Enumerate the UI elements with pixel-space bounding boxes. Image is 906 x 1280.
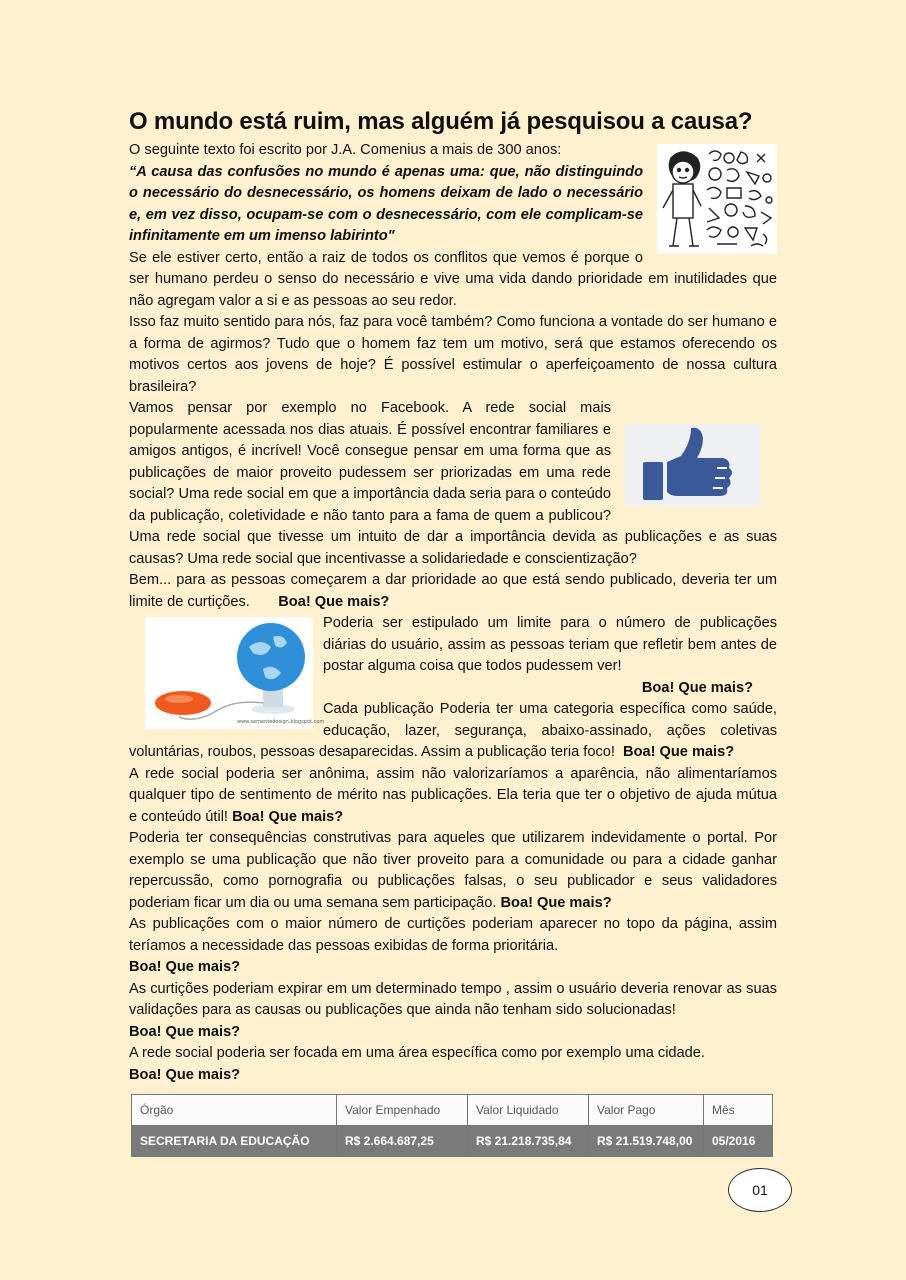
boa-que-mais-3: Boa! Que mais? [623, 744, 735, 760]
cell-valor-empenhado: R$ 2.664.687,25 [337, 1126, 468, 1157]
paragraph-4 [129, 570, 777, 613]
paragraph-8-text: Poderia ter consequências construtivas para aqueles que utilizarem indevidamente o portal. Por exemplo se uma publicação que não tiver proveito para a comunidade ou para a cidade ganhar repercussão, como pornografia ou publicações falsas, o seu publicador e seus validadores poderiam ficar um dia ou uma semana sem participação. [129, 830, 777, 911]
paragraph-5: Poderia ser estipulado um limite para o número de publicações diárias do usuário, assim as pessoas teriam que refletir bem antes de postar alguma coisa que todos pudessem ver! [323, 615, 777, 674]
globe-caption: www.sementedesign.blogspot.com [237, 719, 325, 725]
table-row [132, 1126, 773, 1157]
confused-person-illustration [657, 144, 777, 254]
header-mes: Mês [704, 1095, 773, 1126]
document-page [129, 108, 777, 1157]
boa-que-mais-4: Boa! Que mais? [232, 808, 344, 825]
page-title: O mundo está ruim, mas alguém já pesquisou a causa? [129, 108, 753, 135]
page-number: 01 [728, 1168, 792, 1212]
paragraph-7-text: A rede social poderia ser anônima, assim não valorizaríamos a aparência, não alimentaríamos qualquer tipo de sentimento de mérito nas publicações. Ela teria que ter o objetivo de ajuda mútua e conteúdo útil! [129, 765, 777, 825]
globe-mouse-illustration [145, 617, 325, 729]
paragraph-2: Isso faz muito sentido para nós, faz para você também? Como funciona a vontade do ser humano e a forma de agirmos? Tudo que o homem faz tem um motivo, será que estamos oferecendo os motivos certos aos jovens de hoje? É possível estimular o aperfeiçoamento de nossa cultura brasileira? [129, 314, 777, 395]
boa-que-mais-7: Boa! Que mais? [129, 1023, 241, 1040]
paragraph-11: A rede social poderia ser focada em uma área específica como por exemplo uma cidade. [129, 1045, 705, 1061]
paragraph-4-text: Bem... para as pessoas começarem a dar prioridade ao que está sendo publicado, deveria ter um limite de curtições. [129, 572, 777, 610]
header-valor-liquidado: Valor Liquidado [468, 1095, 589, 1126]
cell-mes: 05/2016 [704, 1126, 773, 1157]
boa-que-mais-5: Boa! Que mais? [500, 894, 612, 911]
paragraph-7 [129, 764, 777, 829]
boa-que-mais-6-line [129, 957, 777, 979]
header-valor-empenhado: Valor Empenhado [337, 1095, 468, 1126]
paragraph-10: As curtições poderiam expirar em um determinado tempo , assim o usuário deveria renovar as suas validações para as causas ou publicações que ainda não tenham sido solucionadas! [129, 980, 777, 1018]
paragraph-9: As publicações com o maior número de curtições poderiam aparecer no topo da página, assim teríamos a necessidade das pessoas exibidas de forma prioritária. [129, 916, 777, 954]
cell-orgao: SECRETARIA DA EDUCAÇÃO [132, 1126, 337, 1157]
table-header-row [132, 1095, 773, 1126]
boa-que-mais-8: Boa! Que mais? [129, 1066, 241, 1083]
boa-que-mais-7-line [129, 1022, 777, 1044]
comenius-quote: “A causa das confusões no mundo é apenas uma: que, não distinguindo o necessário do desnecessário, os homens deixam de lado o necessário e, em vez disso, ocupam-se com o desnecessário, com ele complicam-se infinitamente em um imenso labirinto" [129, 163, 643, 244]
paragraph-6-text: Cada publicação Poderia ter uma categoria específica como saúde, educação, lazer, segurança, abaixo-assinado, ações coletivas voluntárias, roubos, pessoas desaparecidas. Assim a publicação teria foco! [129, 701, 777, 760]
boa-que-mais-1: Boa! Que mais? [278, 593, 390, 610]
cell-valor-pago: R$ 21.519.748,00 [589, 1126, 704, 1157]
header-orgao: Órgão [132, 1095, 337, 1126]
boa-que-mais-2: Boa! Que mais? [641, 679, 753, 696]
paragraph-3: Vamos pensar por exemplo no Facebook. A rede social mais popularmente acessada nos dias atuais. É possível encontrar familiares e amigos antigos, é incrível! Você consegue pensar em uma forma que as publicações de maior proveito pudessem ser priorizadas em uma rede social? Uma rede social em que a importância dada seria para o conteúdo da publicação, coletividade e não tanto para a fama de quem a publicou? Uma rede social que tivesse um intuito de dar a importância devida as publicações e as suas causas? Uma rede social que incentivasse a solidariedade e conscientização? [129, 400, 777, 567]
boa-que-mais-6: Boa! Que mais? [129, 959, 241, 975]
spending-table [131, 1094, 773, 1157]
paragraph-8 [129, 828, 777, 914]
header-valor-pago: Valor Pago [589, 1095, 704, 1126]
intro-text: O seguinte texto foi escrito por J.A. Comenius a mais de 300 anos: [129, 142, 562, 158]
cell-valor-liquidado: R$ 21.218.735,84 [468, 1126, 589, 1157]
paragraph-1: Se ele estiver certo, então a raiz de todos os conflitos que vemos é porque o ser humano perdeu o senso do necessário e vive uma vida dando prioridade em inutilidades que não agregam valor a si e as pessoas ao seu redor. [129, 249, 777, 309]
boa-que-mais-8-line [129, 1065, 777, 1087]
thumbs-up-like-icon [625, 424, 761, 506]
